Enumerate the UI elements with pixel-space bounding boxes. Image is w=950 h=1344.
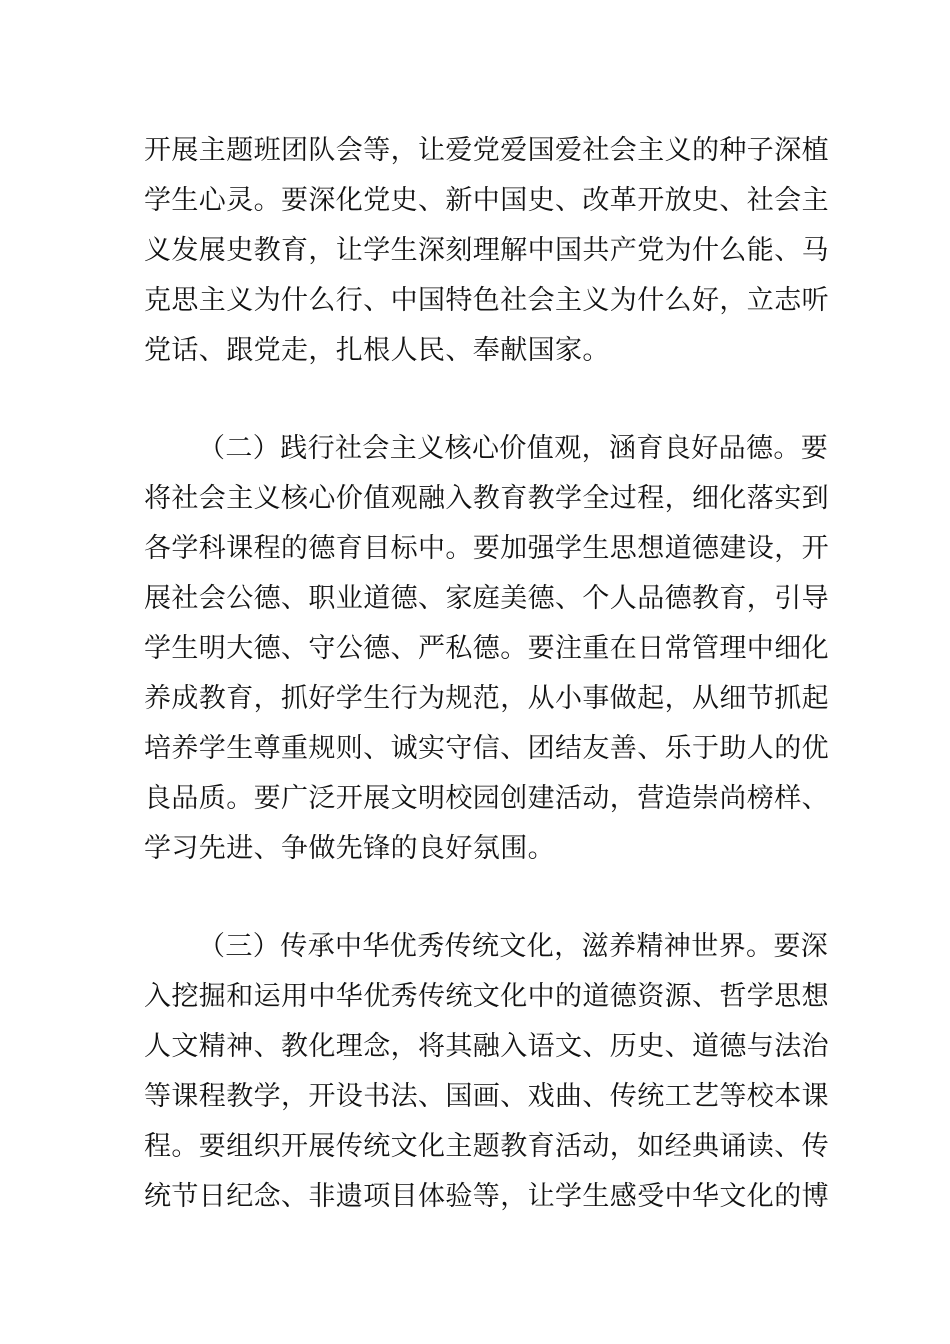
paragraph-3-line-3: 人文精神、教化理念，将其融入语文、历史、道德与法治 [144,1031,829,1062]
paragraph-1-line-4: 克思主义为什么行、中国特色社会主义为什么好，立志听 [144,285,829,316]
paragraph-1-line-3: 义发展史教育，让学生深刻理解中国共产党为什么能、马 [144,235,829,266]
paragraph-1-line-5: 党话、跟党走，扎根人民、奉献国家。 [144,335,610,366]
paragraph-2-line-2: 将社会主义核心价值观融入教育教学全过程，细化落实到 [144,483,829,514]
paragraph-3-line-2: 入挖掘和运用中华优秀传统文化中的道德资源、哲学思想 [144,981,829,1012]
paragraph-1-line-2: 学生心灵。要深化党史、新中国史、改革开放史、社会主 [144,185,829,216]
paragraph-2-line-3: 各学科课程的德育目标中。要加强学生思想道德建设，开 [144,533,829,564]
paragraph-3-line-5: 程。要组织开展传统文化主题教育活动，如经典诵读、传 [144,1131,829,1162]
paragraph-2-line-5: 学生明大德、守公德、严私德。要注重在日常管理中细化 [144,633,829,664]
paragraph-2-line-8: 良品质。要广泛开展文明校园创建活动，营造崇尚榜样、 [144,783,829,814]
paragraph-1-line-1: 开展主题班团队会等，让爱党爱国爱社会主义的种子深植 [144,135,829,166]
paragraph-3-line-6: 统节日纪念、非遗项目体验等，让学生感受中华文化的博 [144,1181,829,1212]
paragraph-3-heading-line: （三）传承中华优秀传统文化，滋养精神世界。要深 [198,931,829,962]
paragraph-2-line-9: 学习先进、争做先锋的良好氛围。 [144,833,555,864]
paragraph-2-line-6: 养成教育，抓好学生行为规范，从小事做起，从细节抓起 [144,683,829,714]
paragraph-2-line-7: 培养学生尊重规则、诚实守信、团结友善、乐于助人的优 [144,733,829,764]
paragraph-2-heading-line: （二）践行社会主义核心价值观，涵育良好品德。要 [198,433,829,464]
paragraph-3-line-4: 等课程教学，开设书法、国画、戏曲、传统工艺等校本课 [144,1081,829,1112]
paragraph-2-line-4: 展社会公德、职业道德、家庭美德、个人品德教育，引导 [144,583,829,614]
